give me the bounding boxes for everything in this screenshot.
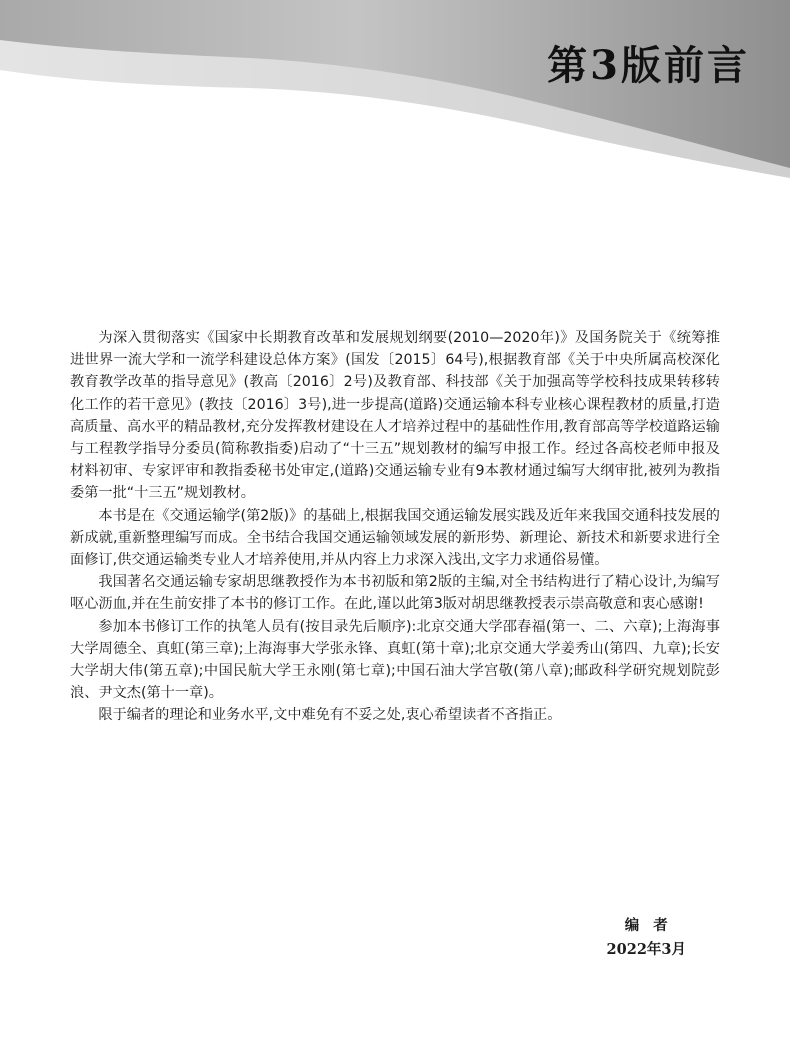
paragraph: 我国著名交通运输专家胡思继教授作为本书初版和第2版的主编,对全书结构进行了精心设计,为编写呕心沥血,并在生前安排了本书的修订工作。在此,谨以此第3版对胡思继教授表示崇高敬意和衷心感谢! <box>70 574 720 613</box>
signature-block <box>607 914 686 962</box>
paragraph: 参加本书修订工作的执笔人员有(按目录先后顺序):北京交通大学邵春福(第一、二、六章);上海海事大学周德全、真虹(第三章);上海海事大学张永锋、真虹(第十章);北京交通大学姜秀山(第四、九章);长安大学胡大伟(第五章);中国民航大学王永刚(第七章);中国石油大学宫敬(第八章);邮政科学研究规划院彭浪、尹文杰(第十一章)。 <box>70 618 720 702</box>
page-title: 第3版前言 <box>547 42 750 89</box>
signature-author: 编者 <box>624 917 682 934</box>
paragraph: 本书是在《交通运输学(第2版)》的基础上,根据我国交通运输发展实践及近年来我国交通科技发展的新成就,重新整理编写而成。全书结合我国交通运输领域发展的新形势、新理论、新技术和新要求进行全面修订,供交通运输类专业人才培养使用,并从内容上力求深入浅出,文字力求通俗易懂。 <box>70 507 720 569</box>
paragraph: 限于编者的理论和业务水平,文中难免有不妥之处,衷心希望读者不吝指正。 <box>98 707 562 724</box>
paragraph: 为深入贯彻落实《国家中长期教育改革和发展规划纲要(2010—2020年)》及国务院关于《统筹推进世界一流大学和一流学科建设总体方案》(国发〔2015〕64号),根据教育部《关于中央所属高校深化教育教学改革的指导意见》(教高〔2016〕2号)及教育部、科技部《关于加强高等学校科技成果转移转化工作的若干意见》(教技〔2016〕3号),进一步提高(道路)交通运输本科专业核心课程教材的质量,打造高质量、高水平的精品教材,充分发挥教材建设在人才培养过程中的基础性作用,教育部高等学校道路运输与工程教学指导分委员(简称教指委)启动了“十三五”规划教材的编写申报工作。经过各高校老师申报及材料初审、专家评审和教指委秘书处审定,(道路)交通运输专业有9本教材通过编写大纲审批,被列为教指委第一批“十三五”规划教材。 <box>70 330 720 502</box>
signature-date: 2022年3月 <box>606 941 686 958</box>
header-wave-banner <box>0 0 790 200</box>
preface-body <box>70 327 720 727</box>
